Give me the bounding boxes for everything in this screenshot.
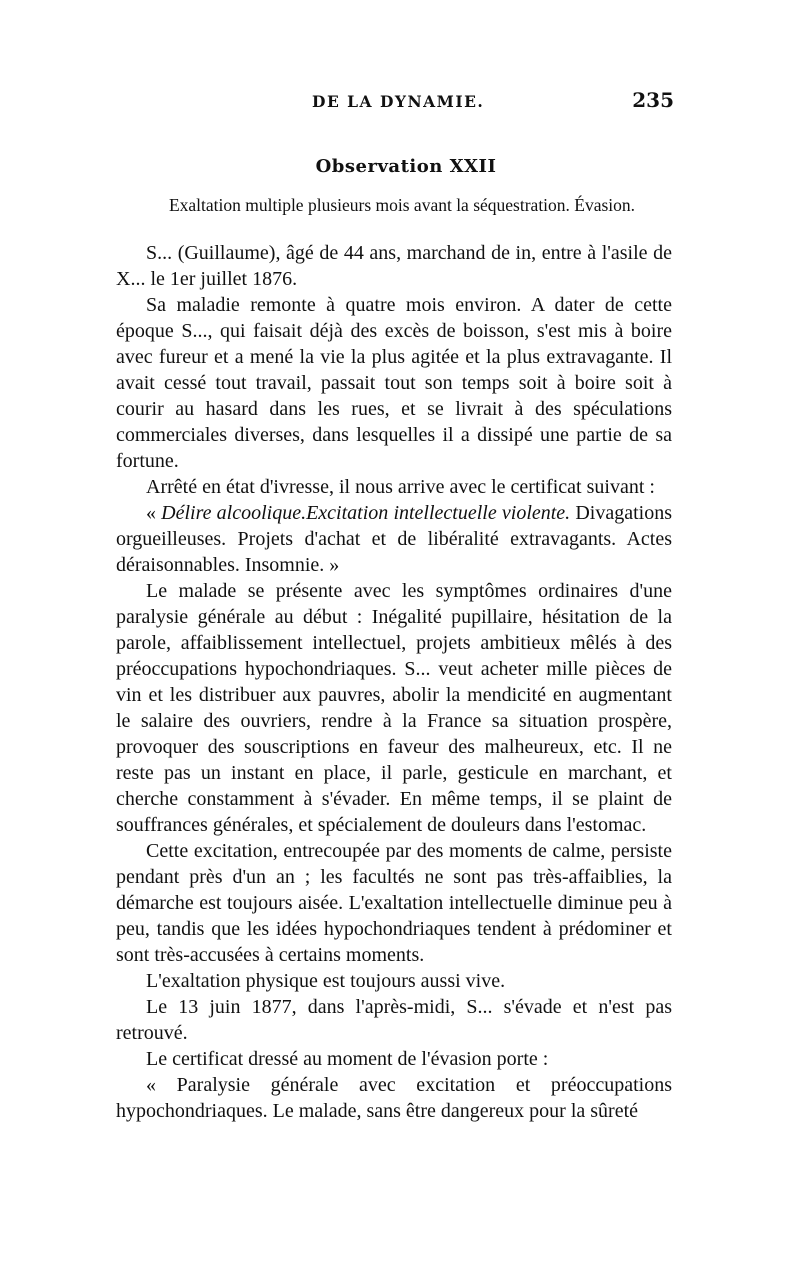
paragraph-escape: Le 13 juin 1877, dans l'après-midi, S... s'évade et n'est pas retrouvé. — [116, 996, 672, 1044]
book-page — [116, 84, 672, 1184]
quote-open: « — [146, 502, 162, 524]
paragraph-excitation: Cette excitation, entrecoupée par des moments de calme, persiste pendant près d'un an ; les facultés ne sont pas très-affaiblies, la démarche est toujours aisée. L'exaltation intellectuelle diminue peu à peu, tandis que les idées hypochondriaques tendent à prédominer et sont très-accusées à certains moments. — [116, 840, 672, 966]
page-number: 235 — [632, 88, 674, 112]
certificate-rest-text: Divagations orgueilleuses. Projets d'achat et de libéralité extravagants. Actes déraisonnables. Insomnie. » — [116, 502, 672, 576]
running-head — [116, 84, 672, 120]
running-title: DE LA DYNAMIE. — [312, 92, 485, 111]
certificate-quote-1 — [116, 500, 672, 578]
certificate-quote-2: « Paralysie générale avec excitation et préoccupations hypochondriaques. Le malade, sans être dangereux pour la sûreté — [116, 1074, 672, 1122]
paragraph-history: Sa maladie remonte à quatre mois environ. A dater de cette époque S..., qui faisait déjà des excès de boisson, s'est mis à boire avec fureur et a mené la vie la plus agitée et la plus extravagante. Il avait cessé tout travail, passait tout son temps soit à boire soit à courir au hasard dans les rues, et se livrait à des spéculations commerciales diverses, dans lesquelles il a dissipé une partie de sa fortune. — [116, 294, 672, 472]
paragraph-arrest: Arrêté en état d'ivresse, il nous arrive avec le certificat suivant : — [146, 476, 655, 498]
paragraph-symptoms: Le malade se présente avec les symptômes ordinaires d'une paralysie générale au début : Inégalité pupillaire, hésitation de la parole, affaiblissement intellectuel, projets ambitieux mêlés à des préoccupations hypochondriaques. S... veut acheter mille pièces de vin et les distribuer aux pauvres, abolir la mendicité en augmentant le salaire des ouvriers, rendre à la France sa situation prospère, provoquer des souscriptions en faveur des malheureux, etc. Il ne reste pas un instant en place, il parle, gesticule en marchant, et cherche constamment à s'évader. En même temps, il se plaint de souffrances générales, et spécialement de douleurs dans l'estomac. — [116, 580, 672, 836]
paragraph-certificate-intro: Le certificat dressé au moment de l'évasion porte : — [146, 1048, 549, 1070]
certificate-italic-text: Délire alcoolique.Excitation intellectuelle violente. — [161, 502, 571, 524]
paragraph-physical: L'exaltation physique est toujours aussi vive. — [146, 970, 506, 992]
observation-title: Observation XXII — [315, 156, 497, 177]
paragraph-intro: S... (Guillaume), âgé de 44 ans, marchand de in, entre à l'asile de X... le 1er juillet 1876. — [116, 242, 672, 290]
observation-subtitle: Exaltation multiple plusieurs mois avant la séquestration. Évasion. — [168, 195, 636, 215]
body-text — [116, 240, 672, 1124]
